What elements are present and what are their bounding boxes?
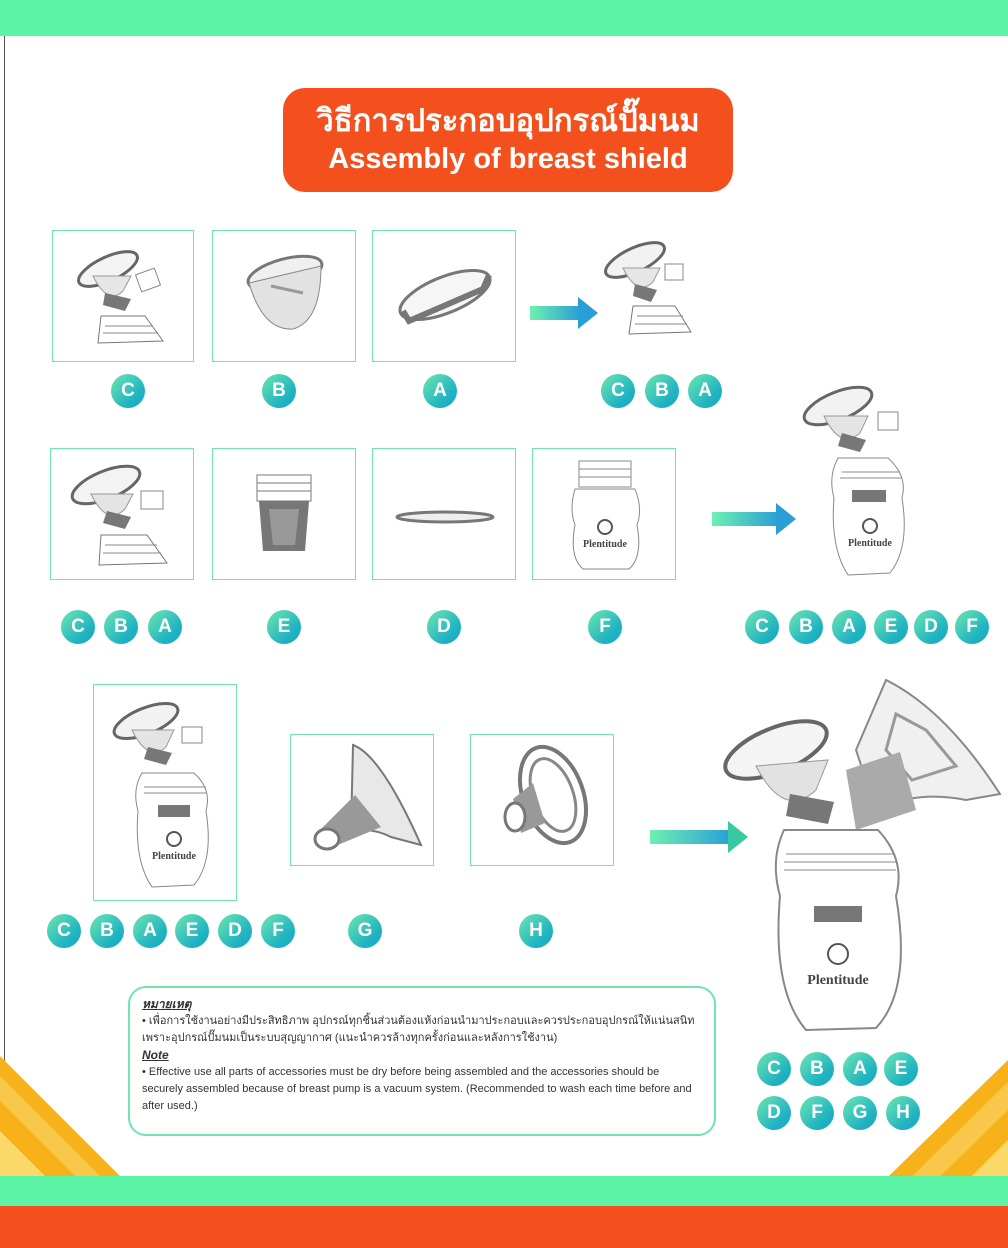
part-e-illustration [213,449,355,579]
label-badge: C [601,374,635,408]
label-badge: D [914,610,948,644]
assembled-bottle-cbaedf-image [790,378,920,583]
label-badge: B [262,374,296,408]
label-badge: F [261,914,295,948]
left-divider-line [4,36,5,1066]
note-box [128,986,716,1136]
final-assembled-pump-image [716,670,1008,1040]
label-badge: B [645,374,679,408]
label-badge: G [843,1096,877,1130]
part-c-box [52,230,194,362]
label-badge: F [800,1096,834,1130]
part-d-box [372,448,516,580]
brand-text: Plentitude [152,851,196,862]
label-badge: C [61,610,95,644]
label-badge: B [800,1052,834,1086]
assembled-bottle-illustration [790,378,920,583]
arrow-right-icon [530,306,580,320]
label-badge: F [955,610,989,644]
part-d-illustration [373,449,515,579]
label-badge: H [886,1096,920,1130]
top-green-bar [0,0,1008,36]
final-assembled-pump-illustration [716,670,1008,1040]
label-badge: E [267,610,301,644]
label-badge: B [104,610,138,644]
assembled-cba-box [50,448,194,580]
brand-text: Plentitude [583,539,627,550]
assembled-bottle-box-illustration [94,685,236,900]
label-badge: A [148,610,182,644]
label-badge: G [348,914,382,948]
label-badge: D [427,610,461,644]
brand-text: Plentitude [848,538,892,549]
bottom-orange-bar [0,1206,1008,1248]
note-heading-english: Note [142,1048,169,1062]
assembled-cba-image [595,232,705,352]
label-badge: E [884,1052,918,1086]
bottom-green-bar [0,1176,1008,1208]
label-badge: D [757,1096,791,1130]
part-f-box [532,448,676,580]
note-text-thai: • เพื่อการใช้งานอย่างมีประสิทธิภาพ อุปกรณ์ทุกชิ้นส่วนต้องแห้งก่อนนำมาประกอบและควรประกอบอุปกรณ์ให้แน่นสนิท เพราะอุปกรณ์ปั๊มนมเป็นระบบสุญญากาศ (แนะนำควรล้างทุกครั้งก่อนและหลังการใช้งาน) [142,1015,695,1044]
label-badge: D [218,914,252,948]
part-g-illustration [291,735,433,865]
part-c-illustration [53,231,193,361]
part-f-illustration [533,449,675,579]
title-thai: วิธีการประกอบอุปกรณ์ปั๊มนม [316,103,700,138]
label-badge: C [47,914,81,948]
label-badge: F [588,610,622,644]
label-badge: A [133,914,167,948]
label-badge: E [175,914,209,948]
label-badge: C [745,610,779,644]
label-badge: C [757,1052,791,1086]
part-h-illustration [471,735,613,865]
brand-text: Plentitude [807,973,869,988]
assembled-cba-box-illustration [51,449,193,579]
part-h-box [470,734,614,866]
label-badge: H [519,914,553,948]
part-a-box [372,230,516,362]
label-badge: C [111,374,145,408]
title-english: Assembly of breast shield [328,143,688,175]
assembled-cba-illustration [595,232,705,352]
note-text-english: • Effective use all parts of accessories must be dry before being assembled and the accessories should be securely assembled because of breast pump is a vacuum system. (Recommended to wash each time before and after used.) [142,1066,692,1112]
part-a-illustration [373,231,515,361]
arrow-right-icon [712,512,778,526]
label-badge: A [832,610,866,644]
label-badge: B [90,914,124,948]
part-b-illustration [213,231,355,361]
part-e-box [212,448,356,580]
assembled-bottle-box [93,684,237,901]
title-banner [283,88,733,192]
part-g-box [290,734,434,866]
label-badge: E [874,610,908,644]
label-badge: B [789,610,823,644]
label-badge: A [688,374,722,408]
note-heading-thai: หมายเหตุ [142,997,192,1011]
label-badge: A [423,374,457,408]
label-badge: A [843,1052,877,1086]
part-b-box [212,230,356,362]
